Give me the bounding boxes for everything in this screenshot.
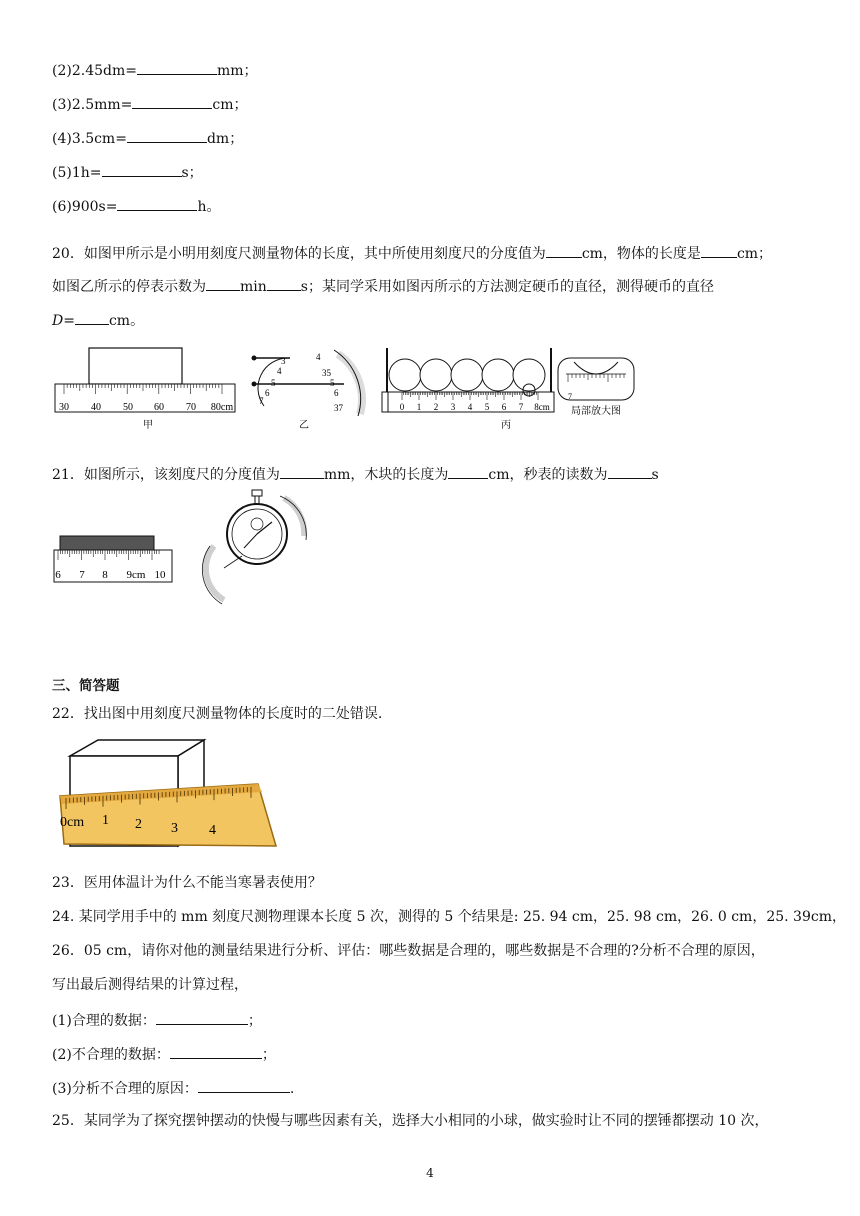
dial-tick-label: 7 xyxy=(259,396,264,406)
answer-blank[interactable] xyxy=(280,464,324,479)
figure-caption: 甲 xyxy=(143,420,153,431)
q20-line-1: 20．如图甲所示是小明用刻度尺测量物体的长度，其中所使用刻度尺的分度值为 cm，物体的长度是 cm； xyxy=(52,243,772,264)
q24-line-2: 26．05 cm，请你对他的测量结果进行分析、评估：哪些数据是合理的，哪些数据是不合理的?分析不合理的原因， xyxy=(52,943,765,959)
answer-blank[interactable] xyxy=(102,162,182,177)
ruler-tick-label: 6 xyxy=(55,569,61,581)
q24-sub-3: (3)分析不合理的原因： . xyxy=(52,1078,294,1099)
answer-blank[interactable] xyxy=(75,310,109,325)
figure-20-yi xyxy=(248,344,388,432)
answer-blank[interactable] xyxy=(170,1044,262,1059)
ruler-tick-label: 3 xyxy=(171,821,178,836)
answer-blank[interactable] xyxy=(117,196,197,211)
dial-tick-label: 6 xyxy=(265,388,270,398)
ruler-tick-label: 30 xyxy=(59,402,69,413)
unit-item-6: (6)900s= h。 xyxy=(52,196,221,217)
answer-blank[interactable] xyxy=(608,464,652,479)
answer-blank[interactable] xyxy=(137,60,217,75)
q24-sub-1: (1)合理的数据： ； xyxy=(52,1010,262,1031)
ruler-tick-label: 4 xyxy=(209,823,216,838)
q20-line-2: 如图乙所示的停表示数为 min s；某同学采用如图丙所示的方法测定硬币的直径，测得硬币的直径 xyxy=(52,276,714,297)
ruler-tick-label: 2 xyxy=(433,402,439,412)
unit-item-4: (4)3.5cm= dm； xyxy=(52,128,243,149)
page-number: 4 xyxy=(426,1166,434,1180)
dial-tick-label: 6 xyxy=(334,388,339,398)
ruler-tick-label: 0cm xyxy=(60,815,85,830)
answer-blank[interactable] xyxy=(701,243,737,258)
section-heading: 三、简答题 xyxy=(52,678,120,694)
q23-text: 23．医用体温计为什么不能当寒暑表使用？ xyxy=(52,875,322,891)
ruler-tick-label: 6 xyxy=(501,402,507,412)
unit-item-2: (2)2.45dm= mm； xyxy=(52,60,258,81)
answer-blank[interactable] xyxy=(448,464,488,479)
ruler-tick-label: 8 xyxy=(102,569,108,581)
ruler-tick-label: 10 xyxy=(154,569,166,581)
dial-tick-label: 35 xyxy=(322,368,331,378)
ruler-tick-label: 70 xyxy=(186,402,196,413)
ruler-tick-label: 2 xyxy=(135,817,142,832)
q24-line-1: 24. 某同学用手中的 mm 刻度尺测物理课本长度 5 次，测得的 5 个结果是: 25. 94 cm，25. 98 cm，26. 0 cm，25. 39cm， xyxy=(52,909,846,925)
ruler-tick-label: 3 xyxy=(450,402,456,412)
ruler-tick-label: 8cm xyxy=(534,402,550,412)
figure-20-bing xyxy=(380,344,642,432)
figure-caption: 乙 xyxy=(299,420,309,431)
dial-tick-label: 37 xyxy=(334,403,343,413)
answer-blank[interactable] xyxy=(546,243,582,258)
q24-line-3: 写出最后测得结果的计算过程， xyxy=(52,977,248,993)
ruler-tick-label: 1 xyxy=(416,402,422,412)
dial-tick-label: 4 xyxy=(316,352,321,362)
answer-blank[interactable] xyxy=(267,276,301,291)
answer-blank[interactable] xyxy=(206,276,240,291)
ruler-tick-label: 1 xyxy=(102,813,109,828)
answer-blank[interactable] xyxy=(198,1078,290,1093)
q24-sub-2: (2)不合理的数据： ； xyxy=(52,1044,276,1065)
zoom-caption: 局部放大图 xyxy=(571,406,621,417)
answer-blank[interactable] xyxy=(156,1010,248,1025)
ruler-tick-label: 40 xyxy=(91,402,101,413)
dial-tick-label: 3 xyxy=(281,356,286,366)
unit-item-5: (5)1h= s； xyxy=(52,162,203,183)
dial-tick-label: 4 xyxy=(277,366,282,376)
q20-line-3: D= cm。 xyxy=(52,310,144,331)
dial-tick-label: 5 xyxy=(271,378,276,388)
figure-21-ruler xyxy=(52,530,176,586)
ruler-tick-label: 0 xyxy=(399,402,405,412)
answer-blank[interactable] xyxy=(127,128,207,143)
answer-blank[interactable] xyxy=(132,94,212,109)
ruler-tick-label: 9cm xyxy=(126,569,146,581)
ruler-tick-label: 80cm xyxy=(210,402,234,413)
q21-line: 21．如图所示，该刻度尺的分度值为 mm，木块的长度为 cm，秒表的读数为 s xyxy=(52,464,659,485)
q22-text: 22．找出图中用刻度尺测量物体的长度时的二处错误. xyxy=(52,706,383,722)
figure-20-jia xyxy=(52,344,240,432)
unit-item-3: (3)2.5mm= cm； xyxy=(52,94,248,115)
ruler-tick-label: 4 xyxy=(467,402,473,412)
ruler-tick-label: 7 xyxy=(79,569,85,581)
dial-tick-label: 5 xyxy=(330,378,335,388)
zoom-tick-label: 7 xyxy=(568,392,572,401)
ruler-tick-label: 50 xyxy=(123,402,133,413)
figure-caption: 丙 xyxy=(501,420,511,431)
ruler-tick-label: 5 xyxy=(484,402,490,412)
ruler-tick-label: 7 xyxy=(518,402,524,412)
ruler-tick-label: 60 xyxy=(154,402,164,413)
q25-text: 25．某同学为了探究摆钟摆动的快慢与哪些因素有关，选择大小相同的小球，做实验时让不同的摆锤都摆动 10 次， xyxy=(52,1113,769,1129)
figure-22-ruler-box xyxy=(52,736,282,860)
figure-21-stopwatch xyxy=(184,488,310,606)
